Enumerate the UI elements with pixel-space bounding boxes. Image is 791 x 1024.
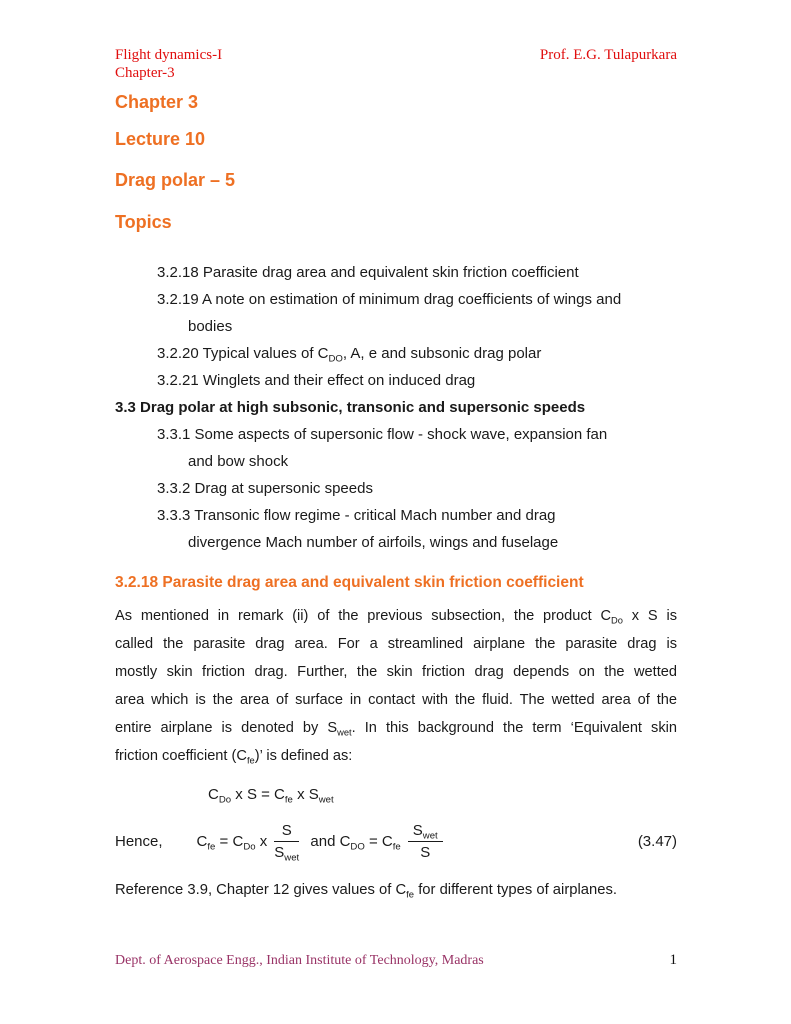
paragraph-line: mostly skin friction drag. Further, the skin friction drag depends on the wetted bbox=[115, 664, 677, 680]
topic-item: 3.2.21 Winglets and their effect on induced drag bbox=[157, 372, 476, 389]
topic-item-section: 3.3 Drag polar at high subsonic, transonic and supersonic speeds bbox=[115, 399, 586, 416]
paragraph-line: As mentioned in remark (ii) of the previous subsection, the product $C_{Do}$ x S is bbox=[115, 608, 677, 626]
topics-heading: Topics bbox=[115, 212, 172, 232]
equation-number: (3.47) bbox=[637, 832, 677, 850]
equation-mid: and $C_{DO} = C_{fe}$ bbox=[306, 832, 401, 853]
lecture-title: Drag polar – 5 bbox=[115, 170, 236, 190]
topic-item-continuation: and bow shock bbox=[188, 453, 289, 470]
topic-item-continuation: bodies bbox=[188, 318, 233, 335]
chapter-label: Chapter-3 bbox=[115, 65, 175, 81]
fraction-numerator: $S_{wet}$ bbox=[408, 822, 443, 842]
topic-item: 3.3.3 Transonic flow regime - critical Mach number and drag bbox=[157, 507, 556, 524]
equation-lhs: $C_{fe} = C_{Do}$ x bbox=[196, 832, 268, 853]
topic-item: 3.2.19 A note on estimation of minimum drag coefficients of wings and bbox=[157, 291, 622, 308]
section-heading: 3.2.18 Parasite drag area and equivalent skin friction coefficient bbox=[115, 574, 584, 591]
topic-item: 3.3.1 Some aspects of supersonic flow - shock wave, expansion fan bbox=[157, 426, 608, 443]
page-header bbox=[115, 46, 677, 82]
fraction-swet-over-s bbox=[408, 822, 443, 861]
paragraph-line: called the parasite drag area. For a streamlined airplane the parasite drag is bbox=[115, 636, 677, 652]
page-footer bbox=[115, 952, 677, 969]
topic-item: 3.2.20 Typical values of $C_{DO}$, A, e and subsonic drag polar bbox=[157, 345, 542, 365]
lecture-heading: Lecture 10 bbox=[115, 129, 206, 149]
page-number: 1 bbox=[669, 952, 677, 968]
topic-item: 3.2.18 Parasite drag area and equivalent skin friction coefficient bbox=[157, 264, 579, 281]
fraction-numerator: S bbox=[274, 822, 299, 842]
course-title: Flight dynamics-I bbox=[115, 47, 223, 63]
paragraph-line: area which is the area of surface in contact with the fluid. The wetted area of the bbox=[115, 692, 677, 708]
fraction-denominator: S bbox=[420, 843, 431, 861]
fraction-s-over-swet bbox=[274, 821, 300, 864]
topic-item-continuation: divergence Mach number of airfoils, wings and fuselage bbox=[188, 534, 559, 551]
equation-347 bbox=[115, 818, 677, 864]
body-paragraph bbox=[115, 602, 677, 770]
header-left bbox=[115, 46, 222, 82]
topic-item: 3.3.2 Drag at supersonic speeds bbox=[157, 480, 373, 497]
chapter-heading: Chapter 3 bbox=[115, 92, 199, 112]
reference-note: Reference 3.9, Chapter 12 gives values of $C_{fe}$ for different types of airplanes. bbox=[115, 882, 617, 901]
department-name: Dept. of Aerospace Engg., Indian Institute of Technology, Madras bbox=[115, 953, 484, 968]
professor-name: Prof. E.G. Tulapurkara bbox=[539, 47, 677, 63]
hence-label: Hence, bbox=[115, 832, 163, 850]
equation-definition: $C_{Do}$ x $S = C_{fe}$ x $S_{wet}$ bbox=[208, 786, 334, 806]
paragraph-line: friction coefficient $(C_{fe})$’ is defined as: bbox=[115, 748, 353, 766]
paragraph-line: entire airplane is denoted by $S_{wet}$. In this background the term ‘Equivalent skin bbox=[115, 720, 677, 738]
topics-list bbox=[115, 259, 677, 556]
fraction-denominator: $S_{wet}$ bbox=[274, 843, 300, 864]
